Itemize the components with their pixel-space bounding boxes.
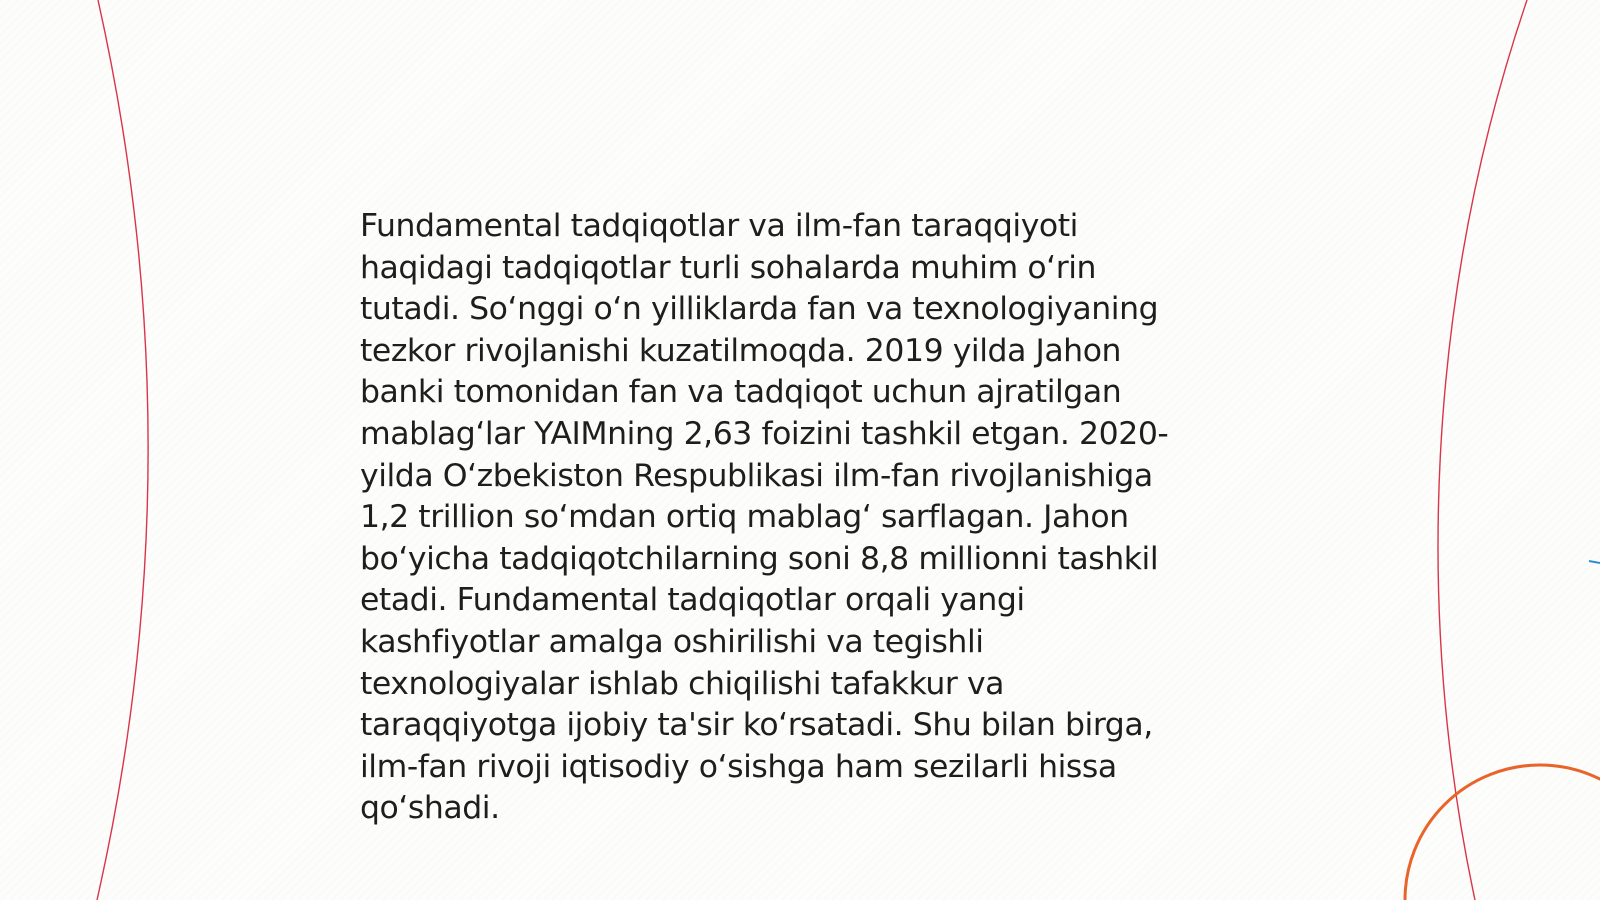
left-curve-line [97, 0, 148, 900]
slide-body-text: Fundamental tadqiqotlar va ilm-fan taraqqiyoti haqidagi tadqiqotlar turli sohalarda muhim o‘rin tutadi. So‘nggi o‘n yilliklarda fan va texnologiyaning tezkor rivojlanishi kuzatilmoqda. 2019 yilda Jahon banki tomonidan fan va tadqiqot uchun ajratilgan mablag‘lar YAIMning 2,63 foizini tashkil etgan. 2020- yilda O‘zbekiston Respublikasi ilm-fan rivojlanishiga 1,2 trillion so‘mdan ortiq mablag‘ sarflagan. Jahon bo‘yicha tadqiqotchilarning soni 8,8 millionni tashkil etadi. Fundamental tadqiqotlar orqali yangi kashfiyotlar amalga oshirilishi va tegishli texnologiyalar ishlab chiqilishi tafakkur va taraqqiyotga ijobiy ta'sir ko‘rsatadi. Shu bilan birga, ilm-fan rivoji iqtisodiy o‘sishga ham sezilarli hissa qo‘shadi. [360, 208, 1169, 827]
blue-tick-accent [1589, 561, 1600, 563]
orange-ring-accent [1405, 765, 1600, 900]
right-curve-line [1438, 0, 1527, 900]
